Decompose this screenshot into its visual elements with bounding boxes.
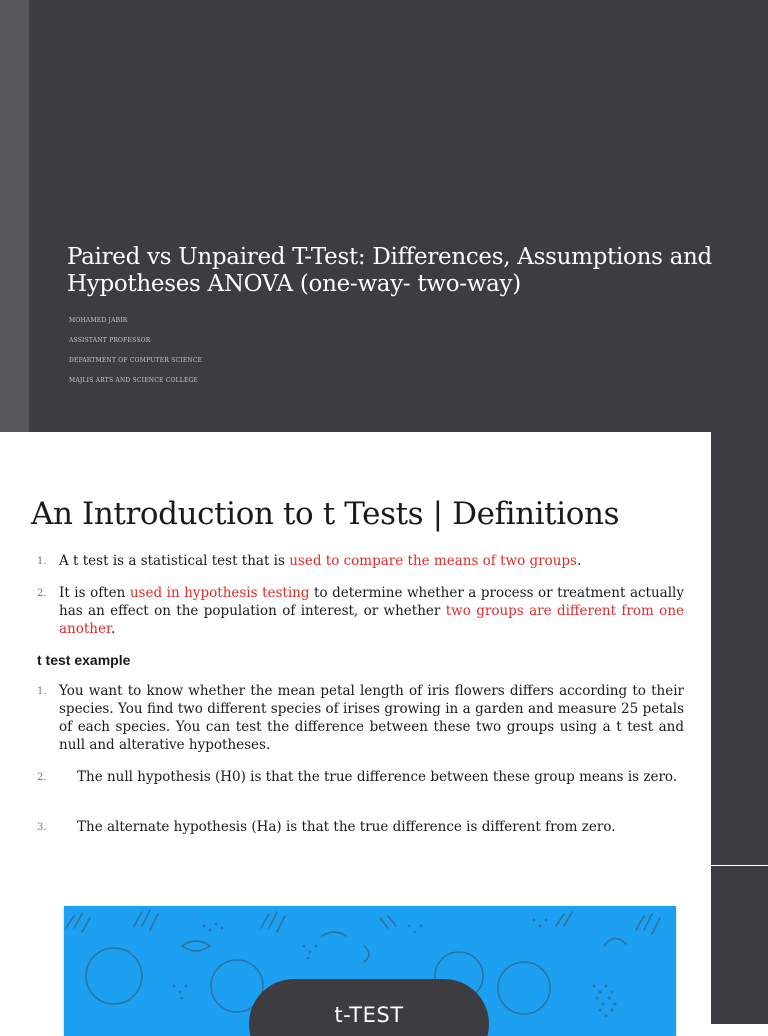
t-test-label: t-TEST xyxy=(334,1003,404,1027)
definition-item-1 xyxy=(37,552,684,570)
right-sidebar xyxy=(711,866,768,1024)
definition-text xyxy=(59,552,684,570)
presentation-title: Paired vs Unpaired T-Test: Differences, Assumptions and Hypotheses ANOVA (one-way- two-way) xyxy=(67,244,712,297)
definition-text xyxy=(59,584,684,638)
right-sidebar xyxy=(711,432,768,865)
slide-heading: An Introduction to t Tests | Definitions xyxy=(31,496,620,532)
author-info xyxy=(69,318,202,398)
list-number: 2. xyxy=(37,772,47,783)
author-position: ASSISTANT PROFESSOR xyxy=(69,337,151,344)
t-test-label-pill xyxy=(249,979,489,1036)
example-item-3 xyxy=(37,818,684,836)
definition-item-2 xyxy=(37,584,684,638)
example-item-2 xyxy=(37,768,684,786)
t-test-slide xyxy=(0,866,768,1027)
highlighted-text: two groups are different from one another xyxy=(59,603,684,637)
author-department: DEPARTMENT OF COMPUTER SCIENCE xyxy=(69,357,203,364)
t-test-graphic-panel xyxy=(64,906,676,1036)
text-segment: . xyxy=(110,621,116,637)
example-subheading: t test example xyxy=(37,652,131,668)
list-number: 1. xyxy=(37,556,47,567)
left-accent-stripe xyxy=(0,0,29,432)
author-name: MOHAMED JABIR xyxy=(69,317,128,324)
text-segment: to determine whether a process or treatment actually has an effect on the population of interest, or whether xyxy=(59,585,684,619)
example-text: You want to know whether the mean petal length of iris flowers differs according to their species. You find two different species of irises growing in a garden and measure 25 petals of each species. You can test the difference between these two groups using a t test and null and alterative hypotheses. xyxy=(59,683,684,753)
example-item-1 xyxy=(37,682,684,754)
list-number: 2. xyxy=(37,588,47,599)
highlighted-text: used to compare the means of two groups xyxy=(289,553,577,569)
highlighted-text: used in hypothesis testing xyxy=(129,585,310,601)
title-slide xyxy=(0,0,768,432)
text-segment: . xyxy=(576,553,582,569)
intro-slide xyxy=(0,432,768,865)
author-college: MAJLIS ARTS AND SCIENCE COLLEGE xyxy=(69,377,199,384)
text-segment: It is often xyxy=(59,585,130,601)
example-text: The null hypothesis (H0) is that the true difference between these group means is zero. xyxy=(77,769,678,785)
text-segment: A t test is a statistical test that is xyxy=(59,553,290,569)
example-text: The alternate hypothesis (Ha) is that the true difference is different from zero. xyxy=(77,819,616,835)
list-number: 3. xyxy=(37,822,47,833)
list-number: 1. xyxy=(37,686,47,697)
